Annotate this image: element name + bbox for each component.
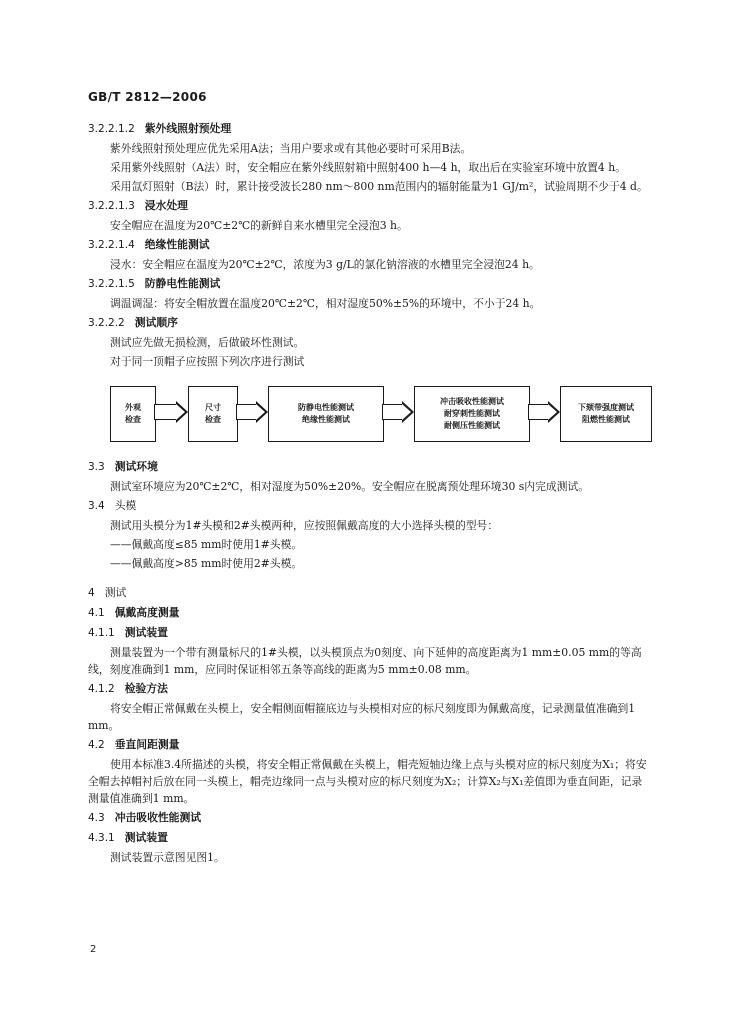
section-title: 测试装置 [124, 831, 168, 844]
section-number: 4 [88, 587, 95, 599]
paragraph: 浸水：安全帽应在温度为20℃±2℃，浓度为3 g/L的氯化钠溶液的水槽里完全浸泡24 h。 [110, 258, 540, 271]
section-title: 冲击吸收性能测试 [114, 811, 202, 824]
flow-arrow-2 [236, 404, 256, 420]
flow-box-appearance [110, 386, 156, 442]
paragraph: 调温调湿：将安全帽放置在温度20℃±2℃，相对湿度50%±5%的环境中，不小于24 h。 [110, 297, 541, 310]
section-title: 测试环境 [114, 460, 158, 473]
section-title: 垂直间距测量 [114, 738, 180, 751]
section-heading [88, 624, 648, 642]
section-title: 浸水处理 [144, 199, 188, 212]
paragraph: 测试装置示意图见图1。 [110, 851, 225, 864]
section-before-flow [88, 120, 648, 370]
section-number: 4.1 [88, 607, 105, 619]
document-body [88, 120, 648, 868]
paragraph: 测试应先做无损检测，后做破坏性测试。 [110, 336, 305, 349]
section-gap [88, 574, 648, 584]
section-heading [88, 120, 648, 138]
flow-arrow-3 [382, 404, 402, 420]
section-number: 4.3.1 [88, 832, 115, 844]
section-number: 3.2.2.1.4 [88, 239, 135, 251]
flow-box-text: 尺寸 [205, 403, 221, 412]
section-heading [88, 497, 648, 515]
flow-arrow-1 [154, 404, 176, 420]
section-title: 测试 [104, 586, 127, 599]
section-heading [88, 275, 648, 293]
flow-box-text: 冲击吸收性能测试 [440, 397, 504, 406]
section-number: 4.1.1 [88, 627, 115, 639]
flow-box-text: 下颏带强度测试 [578, 403, 634, 412]
flow-arrow-4 [528, 404, 548, 420]
section-heading [88, 604, 648, 622]
flow-box-text: 耐穿刺性能测试 [444, 409, 500, 418]
flow-box-dimension [188, 386, 238, 442]
section-number: 3.3 [88, 461, 105, 473]
section-number: 3.4 [88, 500, 105, 512]
flow-box-text: 防静电性能测试 [298, 403, 354, 412]
standard-code: GB/T 2812—2006 [88, 90, 207, 104]
section-title: 测试顺序 [134, 316, 178, 329]
flow-box-text: 检查 [205, 415, 221, 424]
flow-box-impact-puncture [414, 386, 530, 442]
section-title: 紫外线照射预处理 [144, 122, 232, 135]
paragraph: 测量装置为一个带有测量标尺的1#头模，以头模顶点为0刻度、向下延伸的高度距离为1 mm±0.05 mm的等高线，刻度准确到1 mm，应同时保证相邻五条等高线的距离为5 mm±0.08 mm。 [88, 646, 642, 676]
paragraph: 紫外线照射预处理应优先采用A法；当用户要求或有其他必要时可采用B法。 [110, 142, 472, 155]
section-heading [88, 809, 648, 827]
flow-box-text: 外观 [125, 403, 141, 412]
flow-box-text: 阻燃性能测试 [582, 415, 630, 424]
section-number: 4.3 [88, 812, 105, 824]
flow-box-static-insulation [268, 386, 384, 442]
section-number: 4.2 [88, 739, 105, 751]
section-heading [88, 680, 648, 698]
paragraph: 将安全帽正常佩戴在头模上，安全帽侧面帽箍底边与头模相对应的标尺刻度即为佩戴高度，记录测量值准确到1 mm。 [88, 702, 636, 732]
section-title: 防静电性能测试 [144, 277, 221, 290]
test-order-flowchart [88, 376, 648, 452]
section-title: 测试装置 [124, 626, 168, 639]
paragraph: 安全帽应在温度为20℃±2℃的新鲜自来水槽里完全浸泡3 h。 [110, 219, 408, 232]
section-heading [88, 829, 648, 847]
section-number: 3.2.2.2 [88, 317, 125, 329]
section-heading [88, 236, 648, 254]
flow-box-text: 绝缘性能测试 [302, 415, 350, 424]
section-number: 3.2.2.1.5 [88, 278, 135, 290]
section-title: 头模 [114, 499, 137, 512]
section-number: 3.2.2.1.2 [88, 123, 135, 135]
page-number: 2 [90, 944, 97, 955]
paragraph: 对于同一顶帽子应按照下列次序进行测试 [110, 355, 305, 368]
section-heading [88, 584, 648, 602]
section-title: 佩戴高度测量 [114, 606, 180, 619]
flow-box-chinstrap-flame [560, 386, 652, 442]
paragraph: 测试室环境应为20℃±2℃，相对湿度为50%±20%。安全帽应在脱离预处理环境30 s内完成测试。 [110, 480, 590, 493]
section-heading [88, 458, 648, 476]
section-number: 3.2.2.1.3 [88, 200, 135, 212]
paragraph: 使用本标准3.4所描述的头模，将安全帽正常佩戴在头模上，帽壳短轴边缘上点与头模对应的标尺刻度为X₁；将安全帽去掉帽衬后放在同一头模上，帽壳边缘同一点与头模对应的标尺刻度为X₂；计算X₂与X₁差值即为垂直间距，记录测量值准确到1 mm。 [88, 758, 647, 805]
paragraph: 采用氙灯照射（B法）时，累计接受波长280 nm～800 nm范围内的辐射能量为1 GJ/m²，试验周期不少于4 d。 [110, 180, 648, 193]
paragraph: 测试用头模分为1#头模和2#头模两种，应按照佩戴高度的大小选择头模的型号： [110, 519, 499, 532]
flow-box-text: 耐侧压性能测试 [444, 421, 500, 430]
section-heading [88, 314, 648, 332]
section-heading [88, 197, 648, 215]
section-after-flow [88, 458, 648, 866]
paragraph: 采用紫外线照射（A法）时，安全帽应在紫外线照射箱中照射400 h—4 h，取出后在实验室环境中放置4 h。 [110, 161, 626, 174]
paragraph: ——佩戴高度>85 mm时使用2#头模。 [110, 557, 303, 570]
section-title: 绝缘性能测试 [144, 238, 210, 251]
section-title: 检验方法 [124, 682, 168, 695]
flow-box-text: 检查 [125, 415, 141, 424]
paragraph: ——佩戴高度≤85 mm时使用1#头模。 [110, 538, 303, 551]
section-heading [88, 736, 648, 754]
section-number: 4.1.2 [88, 683, 115, 695]
